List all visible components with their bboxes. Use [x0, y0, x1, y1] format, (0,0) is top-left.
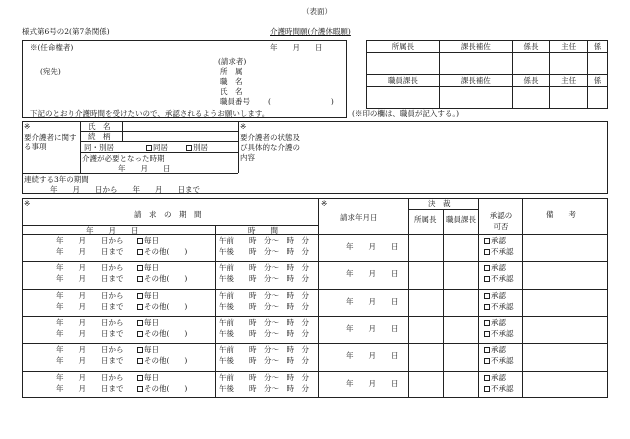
table-mark-right: ※: [321, 199, 328, 208]
stamp-cell[interactable]: [550, 87, 588, 109]
approval-grid: [366, 40, 608, 109]
stamp-cell[interactable]: [512, 53, 550, 75]
pm-time[interactable]: 午後 時 分～ 時 分: [219, 247, 309, 256]
checkbox-icon[interactable]: [137, 304, 143, 310]
checkbox-icon[interactable]: [137, 331, 143, 337]
checkbox-icon[interactable]: [137, 347, 143, 353]
disapprove-option[interactable]: 不承認: [484, 303, 514, 311]
request-statement: 下記のとおり介護時間を受けたいので、承認されるようお願いします。: [30, 109, 270, 118]
other-option[interactable]: その他( ): [137, 275, 187, 283]
checkbox-icon[interactable]: [137, 375, 143, 381]
table-mark-left: ※: [24, 199, 31, 208]
care-period-label: 連続する3年の期間: [24, 175, 89, 184]
every-day-option[interactable]: 毎日: [137, 237, 159, 245]
every-day-option[interactable]: 毎日: [137, 319, 159, 327]
to-date[interactable]: 年 月 日まで: [56, 383, 124, 393]
approve-option[interactable]: 承認: [484, 264, 506, 272]
to-date[interactable]: 年 月 日まで: [56, 328, 124, 338]
approval-head: 主任: [550, 75, 588, 87]
stamp-cell[interactable]: [367, 87, 440, 109]
checkbox-icon[interactable]: [137, 358, 143, 364]
care-section-label: 要介護者に関する事項: [24, 133, 77, 152]
surface-label: （表面）: [302, 7, 332, 16]
disapprove-option[interactable]: 不承認: [484, 248, 514, 256]
approve-option[interactable]: 承認: [484, 237, 506, 245]
approval-head: 課長補佐: [439, 75, 512, 87]
request-date-cell[interactable]: 年 月 日: [346, 323, 399, 333]
clerk-note: (※印の欄は、職員が記入する。): [352, 109, 460, 118]
condition-label: 要介護者の状態及び具体的な介護の内容: [240, 133, 300, 162]
from-date[interactable]: 年 月 日から: [56, 263, 124, 273]
every-day-option[interactable]: 毎日: [137, 374, 159, 382]
am-time[interactable]: 午前 時 分～ 時 分: [219, 290, 309, 300]
checkbox-icon[interactable]: [484, 276, 490, 282]
period-header: 請 求 の 期 間: [134, 210, 202, 219]
checkbox-icon[interactable]: [484, 238, 490, 244]
checkbox-icon[interactable]: [146, 145, 152, 151]
request-date-cell[interactable]: 年 月 日: [346, 269, 399, 279]
am-time[interactable]: 午前 時 分～ 時 分: [219, 236, 309, 245]
checkbox-icon[interactable]: [484, 249, 490, 255]
time-header: 時 間: [248, 226, 278, 235]
stamp-cell[interactable]: [439, 53, 512, 75]
care-start-date[interactable]: 年 月 日: [118, 164, 171, 173]
checkbox-icon[interactable]: [484, 375, 490, 381]
request-date-cell[interactable]: 年 月 日: [346, 242, 399, 251]
request-date-cell[interactable]: 年 月 日: [346, 351, 399, 361]
checkbox-icon[interactable]: [137, 238, 143, 244]
other-option[interactable]: その他( ): [137, 385, 187, 393]
disapprove-option[interactable]: 不承認: [484, 357, 514, 365]
pm-time[interactable]: 午後 時 分～ 時 分: [219, 274, 309, 284]
care-relation-label: 続 柄: [88, 132, 111, 141]
approval-head: 係: [587, 41, 607, 53]
living-same-option[interactable]: 同居: [146, 144, 168, 152]
checkbox-icon[interactable]: [137, 386, 143, 392]
decision-header: 決 裁: [428, 199, 451, 208]
checkbox-icon[interactable]: [137, 320, 143, 326]
approve-option[interactable]: 承認: [484, 346, 506, 354]
every-day-option[interactable]: 毎日: [137, 292, 159, 300]
approve-option[interactable]: 承認: [484, 292, 506, 300]
stamp-cell[interactable]: [587, 87, 607, 109]
addressee-label: (宛先): [40, 67, 61, 76]
approval-head: 係: [587, 75, 607, 87]
staff-number-label: 職員番号: [220, 97, 250, 106]
am-time[interactable]: 午前 時 分～ 時 分: [219, 317, 309, 327]
checkbox-icon[interactable]: [484, 358, 490, 364]
pm-time[interactable]: 午後 時 分～ 時 分: [219, 301, 309, 311]
checkbox-icon[interactable]: [484, 331, 490, 337]
disapprove-option[interactable]: 不承認: [484, 275, 514, 283]
position-label: 職 名: [220, 77, 243, 86]
approval-header: 承認の可否: [489, 211, 513, 231]
approve-option[interactable]: 承認: [484, 374, 506, 382]
approval-head: 職員課長: [367, 75, 440, 87]
checkbox-icon[interactable]: [137, 293, 143, 299]
checkbox-icon[interactable]: [484, 320, 490, 326]
stamp-cell[interactable]: [367, 53, 440, 75]
to-date[interactable]: 年 月 日まで: [56, 274, 124, 284]
dept-head-header: 所属長: [414, 215, 437, 224]
other-option[interactable]: その他( ): [137, 303, 187, 311]
approval-head: 主任: [550, 41, 588, 53]
approval-head: 課長補佐: [439, 41, 512, 53]
approval-head: 係長: [512, 41, 550, 53]
requester-label: (請求者): [218, 57, 247, 66]
name-label: 氏 名: [220, 87, 243, 96]
to-date[interactable]: 年 月 日まで: [56, 356, 124, 366]
checkbox-icon[interactable]: [484, 304, 490, 310]
every-day-option[interactable]: 毎日: [137, 346, 159, 354]
date-header: 年 月 日: [86, 226, 139, 235]
remarks-header: 備 考: [546, 210, 576, 219]
to-date[interactable]: 年 月 日まで: [56, 247, 124, 256]
authority-label: ※(任命権者): [30, 43, 74, 52]
from-date[interactable]: 年 月 日から: [56, 345, 124, 355]
care-mark: ※: [24, 122, 31, 131]
from-date[interactable]: 年 月 日から: [56, 372, 124, 382]
to-date[interactable]: 年 月 日まで: [56, 301, 124, 311]
checkbox-icon[interactable]: [484, 386, 490, 392]
pm-time[interactable]: 午後 時 分～ 時 分: [219, 356, 309, 366]
staff-head-header: 職員課長: [446, 215, 476, 224]
checkbox-icon[interactable]: [484, 293, 490, 299]
request-date-cell[interactable]: 年 月 日: [346, 378, 399, 388]
care-period-value[interactable]: 年 月 日から 年 月 日まで: [50, 185, 200, 194]
stamp-cell[interactable]: [439, 87, 512, 109]
disapprove-option[interactable]: 不承認: [484, 330, 514, 338]
from-date[interactable]: 年 月 日から: [56, 236, 124, 245]
condition-mark: ※: [240, 122, 247, 131]
am-time[interactable]: 午前 時 分～ 時 分: [219, 345, 309, 355]
living-label: 同・別居: [84, 143, 114, 152]
page-title: 介護時間願(介護休暇願): [270, 27, 351, 36]
from-date[interactable]: 年 月 日から: [56, 290, 124, 300]
other-option[interactable]: その他( ): [137, 248, 187, 256]
checkbox-icon[interactable]: [137, 249, 143, 255]
pm-time[interactable]: 午後 時 分～ 時 分: [219, 328, 309, 338]
form-number: 様式第6号の2(第7条関係): [22, 27, 110, 36]
stamp-cell[interactable]: [512, 87, 550, 109]
other-option[interactable]: その他( ): [137, 357, 187, 365]
checkbox-icon[interactable]: [186, 145, 192, 151]
staff-number-field[interactable]: ( ): [268, 97, 334, 106]
care-start-label: 介護が必要となった時期: [82, 154, 165, 163]
pm-time[interactable]: 午後 時 分～ 時 分: [219, 383, 309, 393]
stamp-cell[interactable]: [587, 53, 607, 75]
checkbox-icon[interactable]: [484, 347, 490, 353]
checkbox-icon[interactable]: [137, 276, 143, 282]
request-date[interactable]: 年 月 日: [270, 43, 323, 52]
checkbox-icon[interactable]: [484, 265, 490, 271]
disapprove-option[interactable]: 不承認: [484, 385, 514, 393]
approval-head: 所属長: [367, 41, 440, 53]
approval-head: 係長: [512, 75, 550, 87]
other-option[interactable]: その他( ): [137, 330, 187, 338]
approve-option[interactable]: 承認: [484, 319, 506, 327]
affiliation-label: 所 属: [220, 67, 243, 76]
am-time[interactable]: 午前 時 分～ 時 分: [219, 263, 309, 273]
request-date-cell[interactable]: 年 月 日: [346, 296, 399, 306]
every-day-option[interactable]: 毎日: [137, 264, 159, 272]
checkbox-icon[interactable]: [137, 265, 143, 271]
from-date[interactable]: 年 月 日から: [56, 317, 124, 327]
stamp-cell[interactable]: [550, 53, 588, 75]
am-time[interactable]: 午前 時 分～ 時 分: [219, 372, 309, 382]
living-separate-option[interactable]: 別居: [186, 144, 208, 152]
care-name-label: 氏 名: [88, 122, 111, 131]
request-date-header: 請求年月日: [340, 213, 378, 222]
